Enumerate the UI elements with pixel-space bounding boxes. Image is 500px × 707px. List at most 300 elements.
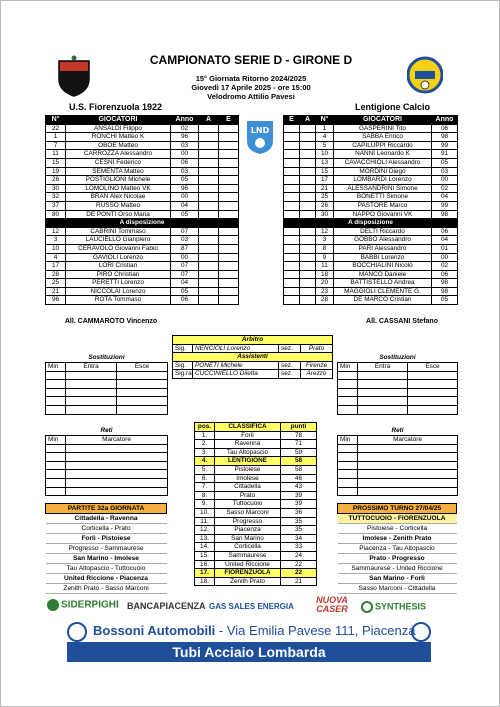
match-text: Sasso Marconi - Cittadella: [338, 584, 457, 594]
e-cell: [284, 270, 300, 279]
standing-pos: 6.: [195, 474, 215, 483]
standing-team: Prato: [215, 491, 281, 500]
empty-row[interactable]: [46, 371, 168, 380]
standings-row: [195, 465, 317, 474]
e-cell: [284, 227, 300, 236]
empty-row[interactable]: [338, 371, 458, 380]
match-row: [338, 524, 457, 534]
player-number: 19: [46, 167, 66, 176]
standing-team: United Riccione: [215, 560, 281, 569]
player-name: GASPERINI Tito: [334, 124, 432, 133]
home-subs-header: A disposizione: [46, 219, 239, 228]
standing-team: Tuttocuoio: [215, 500, 281, 509]
standings-row: [195, 543, 317, 552]
empty-cell: [358, 380, 408, 389]
a-cell: [300, 210, 316, 219]
empty-row[interactable]: [46, 461, 168, 470]
empty-cell: [358, 461, 458, 470]
e-cell: [284, 158, 300, 167]
empty-cell: [46, 380, 66, 389]
player-row: [46, 210, 239, 219]
match-row: [338, 544, 457, 554]
away-lineup-table: [283, 115, 458, 305]
a-cell: [300, 133, 316, 142]
player-number: 1: [316, 124, 334, 133]
player-row: [46, 184, 239, 193]
a-cell: [300, 236, 316, 245]
empty-cell: [117, 388, 168, 397]
empty-cell: [358, 406, 408, 415]
empty-row[interactable]: [46, 487, 168, 496]
a-cell: [300, 244, 316, 253]
standing-team: Imolese: [215, 474, 281, 483]
e-cell: [284, 141, 300, 150]
empty-cell: [338, 397, 358, 406]
match-text: Zenith Prato - Sasso Marconi: [46, 584, 167, 594]
a-cell: [300, 193, 316, 202]
match-text: Tau Altopascio - Tuttocuoio: [46, 564, 167, 574]
e-cell: [284, 124, 300, 133]
home-coach: All. CAMMAROTO Vincenzo: [64, 318, 158, 325]
player-number: 26: [316, 201, 334, 210]
player-name: ANSALDI Filippo: [66, 124, 171, 133]
standings-row: [195, 440, 317, 449]
player-number: 10: [46, 244, 66, 253]
player-year: 05: [432, 296, 458, 305]
a-cell: [199, 184, 219, 193]
empty-row[interactable]: [338, 461, 458, 470]
standings-row: [195, 508, 317, 517]
player-row: [46, 227, 239, 236]
a-cell: [199, 287, 219, 296]
player-row: [284, 201, 458, 210]
a-cell: [199, 124, 219, 133]
standing-pos: 18.: [195, 577, 215, 586]
a-cell: [300, 296, 316, 305]
player-year: 98: [432, 210, 458, 219]
player-name: BABBI Lorenzo: [334, 253, 432, 262]
assistant2-name: CUCCINIELLO Diletta: [193, 370, 279, 379]
sponsor-nuovacaser: NUOVA CASER: [316, 595, 348, 614]
col-number: N°: [316, 116, 334, 125]
player-number: 28: [46, 270, 66, 279]
player-name: LOMBARDI Lorenzo: [334, 176, 432, 185]
player-number: 7: [46, 141, 66, 150]
a-cell: [199, 158, 219, 167]
a-cell: [300, 150, 316, 159]
e-cell: [219, 184, 239, 193]
home-substitutions: [45, 354, 168, 415]
a-cell: [199, 244, 219, 253]
standing-pos: 11.: [195, 517, 215, 526]
player-name: ROTA Tommaso: [66, 296, 171, 305]
standing-pos: 7.: [195, 483, 215, 492]
match-text: Imolese - Zenith Prato: [338, 534, 457, 544]
e-cell: [284, 210, 300, 219]
a-cell: [300, 124, 316, 133]
empty-row[interactable]: [46, 388, 168, 397]
player-number: 12: [46, 227, 66, 236]
standing-pos: 17.: [195, 569, 215, 578]
player-name: ALESSANDRINI Simone: [334, 184, 432, 193]
player-year: 07: [171, 227, 199, 236]
player-name: MANCO Daniele: [334, 270, 432, 279]
a-cell: [300, 253, 316, 262]
player-name: MORDINI Diego: [334, 167, 432, 176]
a-cell: [199, 253, 219, 262]
col-a: A: [199, 116, 219, 125]
standings-row: [195, 431, 317, 440]
empty-cell: [66, 487, 168, 496]
player-number: 4: [46, 253, 66, 262]
home-lineup-table: [45, 115, 239, 305]
player-year: 03: [171, 236, 199, 245]
sponsor-text: Bossoni Automobili: [93, 623, 216, 638]
player-row: [284, 253, 458, 262]
standing-team: Pistoiese: [215, 465, 281, 474]
empty-cell: [66, 406, 117, 415]
standing-pos: 9.: [195, 500, 215, 509]
player-name: NICCOLAI Lorenzo: [66, 287, 171, 296]
empty-cell: [358, 371, 408, 380]
player-year: 03: [171, 167, 199, 176]
empty-cell: [46, 470, 66, 479]
a-cell: [199, 227, 219, 236]
sponsor-gassales: GAS SALES ENERGIA: [209, 602, 294, 611]
scorer-header: Marcatore: [66, 436, 168, 445]
e-cell: [284, 253, 300, 262]
player-number: 17: [316, 176, 334, 185]
empty-cell: [338, 479, 358, 488]
standings-row: [195, 526, 317, 535]
player-number: 80: [46, 210, 66, 219]
player-name: DELTI Riccardo: [334, 227, 432, 236]
e-cell: [284, 201, 300, 210]
empty-cell: [338, 388, 358, 397]
page-title: CAMPIONATO SERIE D - GIRONE D: [149, 53, 353, 67]
e-cell: [219, 133, 239, 142]
away-subs-title: Sostituzioni: [379, 354, 416, 362]
player-name: DE PONTI Orso Maria: [66, 210, 171, 219]
standing-team: Ravenna: [215, 440, 281, 449]
e-cell: [219, 244, 239, 253]
min-header: Min: [338, 436, 358, 445]
empty-row[interactable]: [46, 397, 168, 406]
empty-cell: [408, 371, 458, 380]
empty-row[interactable]: [46, 479, 168, 488]
empty-row[interactable]: [338, 388, 458, 397]
a-cell: [199, 193, 219, 202]
points-header: punti: [281, 423, 317, 432]
player-year: 07: [171, 270, 199, 279]
player-year: 05: [171, 210, 199, 219]
match-row: [46, 574, 167, 584]
pos-header: pos.: [195, 423, 215, 432]
player-row: [284, 244, 458, 253]
empty-row[interactable]: [338, 444, 458, 453]
player-year: 02: [171, 124, 199, 133]
player-row: [46, 133, 239, 142]
e-cell: [219, 279, 239, 288]
player-number: 20: [316, 279, 334, 288]
e-cell: [284, 184, 300, 193]
synthesis-logo-icon: [361, 601, 373, 613]
referee-name: NENCIOLI Lorenzo: [193, 344, 279, 353]
empty-cell: [66, 371, 117, 380]
player-name: GOBBO Alessandro: [334, 236, 432, 245]
player-name: PERETTI Lorenzo: [66, 279, 171, 288]
player-year: 02: [432, 184, 458, 193]
standing-pos: 15.: [195, 551, 215, 560]
col-a: A: [300, 116, 316, 125]
match-text: San Marino - Forlì: [338, 574, 457, 584]
player-name: LAUCIELLO Gianpiero: [66, 236, 171, 245]
player-row: [46, 253, 239, 262]
player-number: 37: [46, 201, 66, 210]
standing-team: Piacenza: [215, 526, 281, 535]
player-number: 23: [316, 287, 334, 296]
player-year: 98: [432, 287, 458, 296]
empty-cell: [358, 388, 408, 397]
player-name: SABBA Enrico: [334, 133, 432, 142]
standing-points: 33: [281, 543, 317, 552]
standing-points: 39: [281, 491, 317, 500]
empty-row[interactable]: [338, 397, 458, 406]
player-year: 00: [171, 150, 199, 159]
sez-label: sez.: [279, 344, 301, 353]
standing-pos: 5.: [195, 465, 215, 474]
home-goals: [45, 427, 168, 496]
player-row: [46, 124, 239, 133]
referee-header: Arbitro: [173, 336, 333, 345]
empty-row[interactable]: [338, 487, 458, 496]
player-name: BATTISTELLO Andrea: [334, 279, 432, 288]
player-name: MAGGIOLI CLEMENTE G.: [334, 287, 432, 296]
match-row: [46, 544, 167, 554]
empty-cell: [117, 380, 168, 389]
standing-points: 35: [281, 526, 317, 535]
vw-logo-icon: [67, 622, 87, 642]
player-number: 25: [46, 279, 66, 288]
empty-cell: [66, 470, 168, 479]
title-label: Sig.: [173, 361, 193, 370]
standing-pos: 16.: [195, 560, 215, 569]
player-number: 1: [46, 133, 66, 142]
player-number: 18: [316, 270, 334, 279]
player-row: [46, 236, 239, 245]
player-year: 05: [171, 287, 199, 296]
standing-points: 39: [281, 500, 317, 509]
sponsor-siderpighi: [47, 599, 119, 611]
empty-row[interactable]: [46, 470, 168, 479]
match-row: [46, 564, 167, 574]
player-row: [284, 210, 458, 219]
empty-cell: [46, 444, 66, 453]
player-name: CAVACCHIOLI Alessandro: [334, 158, 432, 167]
standing-points: 22: [281, 560, 317, 569]
match-text: TUTTOCUOIO - FIORENZUOLA: [338, 514, 457, 524]
e-cell: [284, 236, 300, 245]
player-row: [46, 167, 239, 176]
player-year: 02: [432, 262, 458, 271]
player-name: POSTIGLIONI Michele: [66, 176, 171, 185]
empty-cell: [338, 371, 358, 380]
away-goals: [337, 427, 458, 496]
player-row: [46, 262, 239, 271]
match-row: [46, 584, 167, 594]
standings-row: [195, 551, 317, 560]
a-cell: [199, 210, 219, 219]
in-header: Entra: [358, 363, 408, 372]
standings-row: [195, 560, 317, 569]
a-cell: [300, 167, 316, 176]
empty-cell: [338, 406, 358, 415]
empty-cell: [66, 388, 117, 397]
standings-row: [195, 500, 317, 509]
match-row: [338, 554, 457, 564]
empty-row[interactable]: [338, 470, 458, 479]
player-year: 07: [171, 262, 199, 271]
empty-row[interactable]: [338, 453, 458, 462]
empty-cell: [66, 397, 117, 406]
player-number: 17: [46, 262, 66, 271]
empty-cell: [66, 479, 168, 488]
standing-points: 43: [281, 483, 317, 492]
standing-pos: 3.: [195, 448, 215, 457]
match-text: United Riccione - Piacenza: [46, 574, 167, 584]
player-year: 87: [171, 244, 199, 253]
e-cell: [219, 262, 239, 271]
sponsor-bossoni: [93, 623, 415, 638]
e-cell: [219, 210, 239, 219]
min-header: Min: [46, 436, 66, 445]
standing-points: 59: [281, 448, 317, 457]
player-name: BONETTI Simone: [334, 193, 432, 202]
player-name: SEMENTA Matteo: [66, 167, 171, 176]
standing-pos: 4.: [195, 457, 215, 466]
player-number: 22: [46, 124, 66, 133]
e-cell: [219, 150, 239, 159]
match-row: [338, 514, 457, 524]
player-number: 11: [46, 150, 66, 159]
standing-team: FIORENZUOLA: [215, 569, 281, 578]
away-coach: All. CASSANI Stefano: [366, 318, 438, 325]
player-year: 05: [171, 176, 199, 185]
player-year: 06: [432, 124, 458, 133]
standing-points: 58: [281, 457, 317, 466]
player-number: 30: [46, 184, 66, 193]
player-year: 96: [171, 133, 199, 142]
e-cell: [284, 279, 300, 288]
e-cell: [219, 141, 239, 150]
empty-row[interactable]: [338, 479, 458, 488]
standing-team: San Marino: [215, 534, 281, 543]
out-header: Esce: [117, 363, 168, 372]
player-number: 96: [46, 296, 66, 305]
a-cell: [199, 176, 219, 185]
lnd-badge-icon: [245, 119, 275, 155]
player-number: 15: [46, 158, 66, 167]
standing-points: 21: [281, 577, 317, 586]
player-row: [284, 176, 458, 185]
a-cell: [199, 262, 219, 271]
player-year: 03: [171, 141, 199, 150]
away-team-name: Lentigione Calcio: [355, 102, 431, 112]
e-cell: [219, 227, 239, 236]
player-year: 06: [432, 270, 458, 279]
player-row: [284, 193, 458, 202]
player-number: 32: [46, 193, 66, 202]
empty-cell: [117, 406, 168, 415]
a-cell: [300, 227, 316, 236]
player-number: 3: [316, 236, 334, 245]
player-name: CERAVOLO Giovanni Fabio: [66, 244, 171, 253]
a-cell: [300, 270, 316, 279]
officials-table: [172, 335, 333, 379]
standings-row: [195, 474, 317, 483]
player-year: 04: [432, 236, 458, 245]
last-round-results: [45, 503, 167, 594]
player-year: 00: [171, 253, 199, 262]
standing-points: 22: [281, 569, 317, 578]
match-text: Sammaurese - United Riccione: [338, 564, 457, 574]
a-cell: [199, 167, 219, 176]
standings-row: [195, 491, 317, 500]
scorer-header: Marcatore: [358, 436, 458, 445]
player-number: 3: [46, 236, 66, 245]
empty-row[interactable]: [46, 406, 168, 415]
player-year: 04: [432, 193, 458, 202]
match-text: Cittadella - Ravenna: [46, 514, 167, 524]
empty-cell: [338, 453, 358, 462]
player-year: 01: [432, 244, 458, 253]
match-text: Progresso - Sammaurese: [46, 544, 167, 554]
player-row: [284, 124, 458, 133]
title-label: Sig.: [173, 344, 193, 353]
player-row: [284, 184, 458, 193]
empty-row[interactable]: [46, 444, 168, 453]
col-number: N°: [46, 116, 66, 125]
e-cell: [284, 262, 300, 271]
match-date: Giovedì 17 Aprile 2025 - ore 15:00: [191, 83, 311, 92]
e-cell: [284, 296, 300, 305]
empty-row[interactable]: [46, 453, 168, 462]
a-cell: [199, 270, 219, 279]
empty-cell: [46, 388, 66, 397]
player-name: BRAN Alex Nicolae: [66, 193, 171, 202]
standing-pos: 14.: [195, 543, 215, 552]
empty-row[interactable]: [46, 380, 168, 389]
standing-points: 58: [281, 465, 317, 474]
empty-row[interactable]: [338, 380, 458, 389]
title-label: Sig.ra: [173, 370, 193, 379]
empty-row[interactable]: [338, 406, 458, 415]
player-row: [46, 244, 239, 253]
standing-points: 34: [281, 534, 317, 543]
player-number: 12: [316, 227, 334, 236]
a-cell: [199, 150, 219, 159]
player-number: 21: [46, 287, 66, 296]
assistant1-sez: Firenze: [301, 361, 333, 370]
player-row: [46, 141, 239, 150]
standing-team: Sasso Marconi: [215, 508, 281, 517]
e-cell: [284, 287, 300, 296]
player-name: OBOE Matteo: [66, 141, 171, 150]
player-name: NAPPO Giovanni VK: [334, 210, 432, 219]
player-row: [284, 296, 458, 305]
player-year: 03: [432, 167, 458, 176]
empty-cell: [358, 453, 458, 462]
